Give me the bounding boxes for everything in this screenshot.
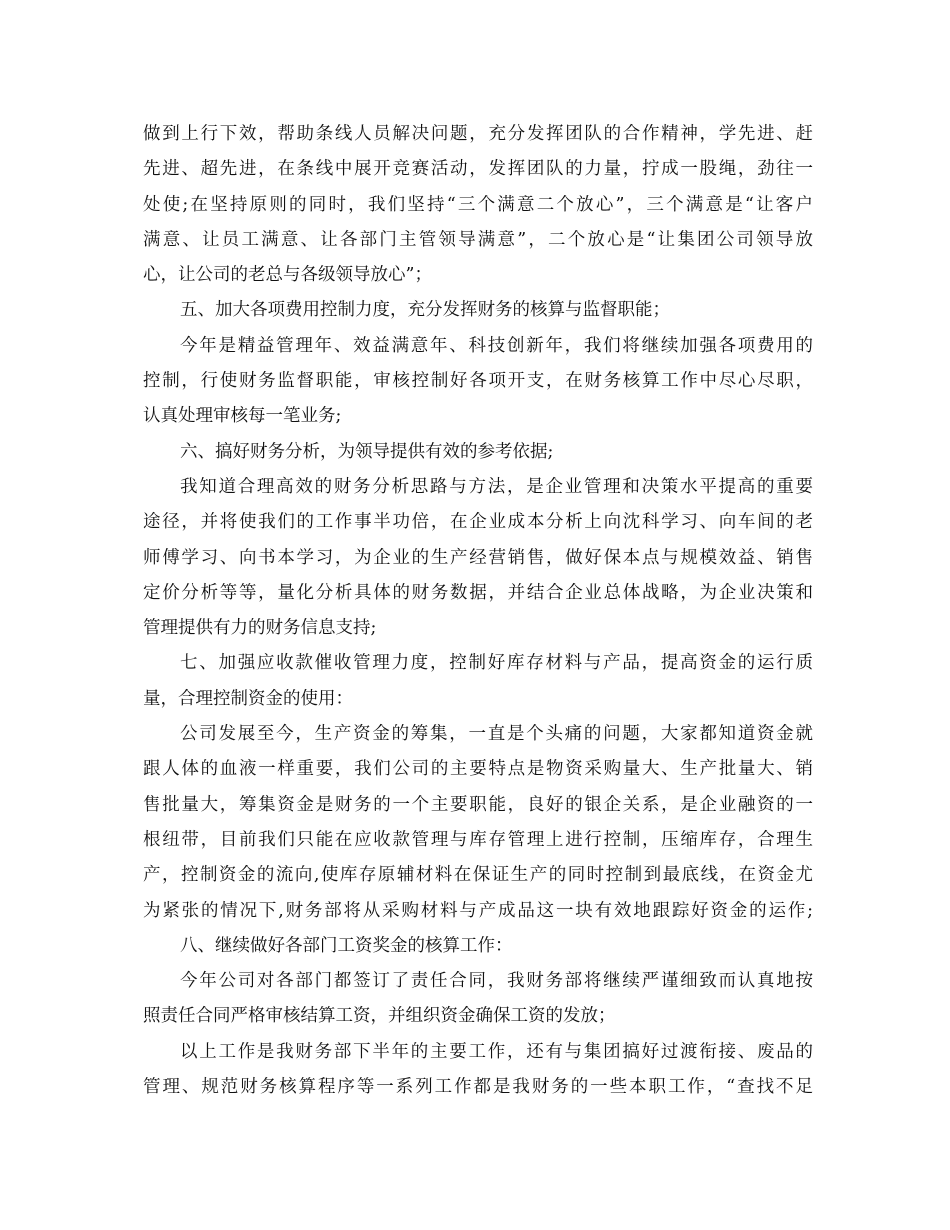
text-line: 定价分析等等，量化分析具体的财务数据，并结合企业总体战略，为企业决策和 xyxy=(143,582,813,603)
text-line: 处使;在坚持原则的同时，我们坚持“三个满意二个放心”，三个满意是“让客户 xyxy=(143,194,813,215)
text-line: 根纽带，目前我们只能在应收款管理与库存管理上进行控制，压缩库存，合理生 xyxy=(143,829,813,850)
text-line: 今年公司对各部门都签订了责任合同，我财务部将继续严谨细致而认真地按 xyxy=(180,971,813,992)
text-line: 我知道合理高效的财务分析思路与方法，是企业管理和决策水平提高的重要 xyxy=(180,476,813,497)
text-line: 为紧张的情况下,财务部将从采购材料与产成品这一块有效地跟踪好资金的运作; xyxy=(143,900,813,921)
document-body xyxy=(143,117,813,1105)
text-line: 做到上行下效，帮助条线人员解决问题，充分发挥团队的合作精神，学先进、赶 xyxy=(143,124,813,144)
section-heading-8: 八、继续做好各部门工资奖金的核算工作： xyxy=(180,935,513,956)
text-line: 管理提供有力的财务信息支持; xyxy=(143,618,377,639)
text-line: 照责任合同严格审核结算工资，并组织资金确保工资的发放； xyxy=(143,1006,616,1027)
text-line: 跟人体的血液一样重要，我们公司的主要特点是物资采购量大、生产批量大、销 xyxy=(143,759,813,780)
text-line: 满意、让员工满意、让各部门主管领导满意”，二个放心是“让集团公司领导放 xyxy=(143,229,813,250)
section-heading-6: 六、搞好财务分析，为领导提供有效的参考依据; xyxy=(180,441,554,462)
text-line: 管理、规范财务核算程序等一系列工作都是我财务的一些本职工作，“查找不足 xyxy=(143,1077,813,1098)
section-heading-7: 七、加强应收款催收管理力度，控制好库存材料与产品，提高资金的运行质 xyxy=(180,653,813,674)
text-line: 师傅学习、向书本学习，为企业的生产经营销售，做好保本点与规模效益、销售 xyxy=(143,547,813,568)
text-line: 控制，行使财务监督职能，审核控制好各项开支，在财务核算工作中尽心尽职， xyxy=(143,371,813,392)
text-line: 今年是精益管理年、效益满意年、科技创新年，我们将继续加强各项费用的 xyxy=(180,335,813,356)
text-line: 公司发展至今，生产资金的筹集，一直是个头痛的问题，大家都知道资金就 xyxy=(180,724,813,745)
text-line: 心，让公司的老总与各级领导放心”； xyxy=(143,265,432,286)
text-line: 售批量大，筹集资金是财务的一个主要职能，良好的银企关系，是企业融资的一 xyxy=(143,794,813,815)
text-line: 途径，并将使我们的工作事半功倍，在企业成本分析上向沈科学习、向车间的老 xyxy=(143,512,813,533)
section-heading-5: 五、加大各项费用控制力度，充分发挥财务的核算与监督职能； xyxy=(180,300,670,321)
text-line: 产，控制资金的流向,使库存原辅材料在保证生产的同时控制到最底线，在资金尤 xyxy=(143,865,813,886)
text-line: 认真处理审核每一笔业务; xyxy=(143,406,342,427)
section-heading-7-continued: 量，合理控制资金的使用： xyxy=(143,688,353,709)
text-line: 先进、超先进，在条线中展开竞赛活动，发挥团队的力量，拧成一股绳，劲往一 xyxy=(143,159,813,180)
text-line: 以上工作是我财务部下半年的主要工作，还有与集团搞好过渡衔接、废品的 xyxy=(180,1041,813,1062)
